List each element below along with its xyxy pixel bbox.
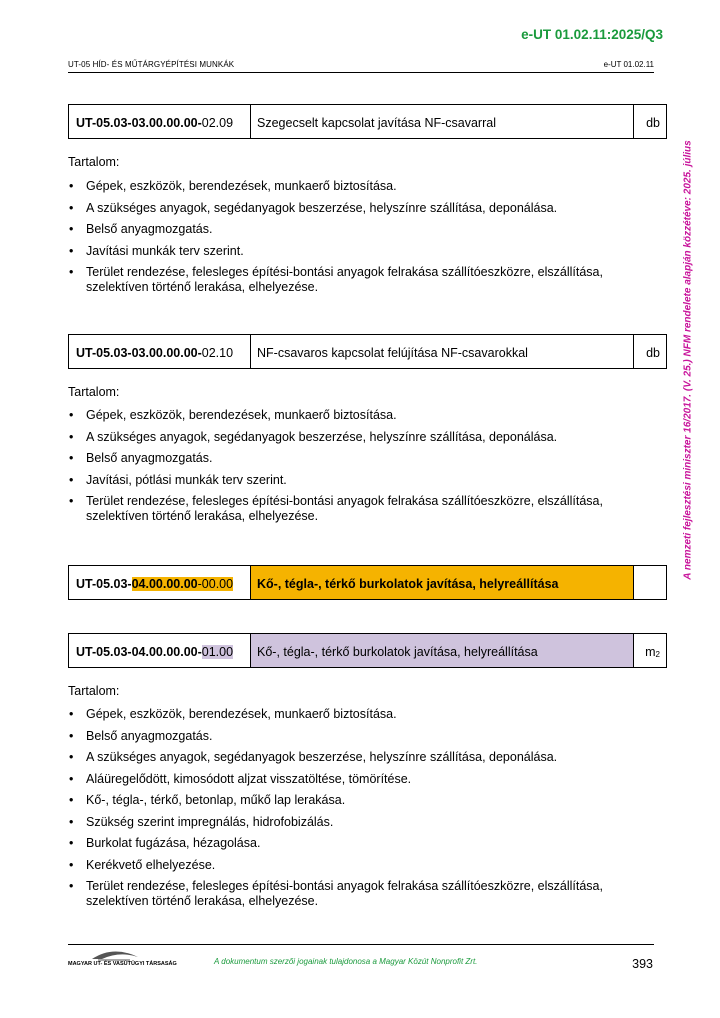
- footer-divider: [68, 944, 654, 945]
- list-item: • Gépek, eszközök, berendezések, munkaerő biztosítása.: [68, 707, 628, 722]
- item-code: UT-05.03-03.00.00.00- 02.09: [69, 105, 251, 138]
- content-list: [68, 179, 628, 302]
- list-item: • Belső anyagmozgatás.: [68, 729, 628, 744]
- item-unit: db: [646, 346, 660, 360]
- list-item: • Kerékvető elhelyezése.: [68, 858, 628, 873]
- list-item: • Terület rendezése, felesleges építési-bontási anyagok felrakása szállítóeszközre, elszállítása, szelektíven történő lerakása, elhelyezése.: [68, 265, 628, 295]
- content-list: [68, 707, 628, 916]
- header-standard: e-UT 01.02.11: [603, 60, 654, 69]
- item-code: UT-05.03-04.00.00.00- 01.00: [69, 634, 251, 667]
- content-label: Tartalom:: [68, 385, 120, 399]
- list-item: • Szükség szerint impregnálás, hidrofobizálás.: [68, 815, 628, 830]
- page-header: [68, 58, 654, 73]
- document-id: e-UT 01.02.11:2025/Q3: [521, 27, 663, 42]
- list-item: • Aláüregelődött, kimosódott aljzat visszatöltése, tömörítése.: [68, 772, 628, 787]
- content-label: Tartalom:: [68, 684, 120, 698]
- side-publication-note: A nemzeti fejlesztési miniszter 16/2017. (V. 25.) NFM rendelete alapján közzétéve: 2025. július: [682, 140, 694, 580]
- copyright-note: A dokumentum szerzői jogainak tulajdonosa a Magyar Közút Nonprofit Zrt.: [214, 957, 478, 966]
- item-row-02-10: [68, 334, 667, 369]
- group-row-04: [68, 565, 667, 600]
- group-title: Kő-, tégla-, térkő burkolatok javítása, helyreállítása: [251, 566, 634, 599]
- item-title: Szegecselt kapcsolat javítása NF-csavarral: [251, 105, 634, 138]
- list-item: • Belső anyagmozgatás.: [68, 451, 628, 466]
- list-item: • Gépek, eszközök, berendezések, munkaerő biztosítása.: [68, 179, 628, 194]
- list-item: • A szükséges anyagok, segédanyagok beszerzése, helyszínre szállítása, deponálása.: [68, 430, 628, 445]
- item-unit: db: [646, 116, 660, 130]
- list-item: • Belső anyagmozgatás.: [68, 222, 628, 237]
- page-number: 393: [632, 957, 653, 971]
- item-unit: m $_2$: [645, 645, 660, 659]
- item-row-01-00: [68, 633, 667, 668]
- list-item: • Gépek, eszközök, berendezések, munkaerő biztosítása.: [68, 408, 628, 423]
- group-unit: [634, 566, 666, 599]
- content-label: Tartalom:: [68, 155, 120, 169]
- list-item: • Terület rendezése, felesleges építési-bontási anyagok felrakása szállítóeszközre, elszállítása, szelektíven történő lerakása, elhelyezése.: [68, 494, 628, 524]
- group-code: UT-05.03- 04.00.00.00 -00.00: [69, 566, 251, 599]
- header-chapter: UT-05 HÍD- ÉS MŰTÁRGYÉPÍTÉSI MUNKÁK: [68, 60, 235, 69]
- list-item: • Terület rendezése, felesleges építési-bontási anyagok felrakása szállítóeszközre, elszállítása, szelektíven történő lerakása, elhelyezése.: [68, 879, 628, 909]
- content-list: [68, 408, 628, 531]
- list-item: • Javítási munkák terv szerint.: [68, 244, 628, 259]
- item-row-02-09: [68, 104, 667, 139]
- item-code: UT-05.03-03.00.00.00- 02.10: [69, 335, 251, 368]
- list-item: • A szükséges anyagok, segédanyagok beszerzése, helyszínre szállítása, deponálása.: [68, 201, 628, 216]
- list-item: • A szükséges anyagok, segédanyagok beszerzése, helyszínre szállítása, deponálása.: [68, 750, 628, 765]
- list-item: • Javítási, pótlási munkák terv szerint.: [68, 473, 628, 488]
- item-title: NF-csavaros kapcsolat felújítása NF-csavarokkal: [251, 335, 634, 368]
- list-item: • Kő-, tégla-, térkő, betonlap, műkő lap lerakása.: [68, 793, 628, 808]
- list-item: • Burkolat fugázása, hézagolása.: [68, 836, 628, 851]
- item-title: Kő-, tégla-, térkő burkolatok javítása, helyreállítása: [251, 634, 634, 667]
- logo-caption: MAGYAR UT- ÉS VASÚTÜGYI TÁRSASÁG: [68, 961, 177, 967]
